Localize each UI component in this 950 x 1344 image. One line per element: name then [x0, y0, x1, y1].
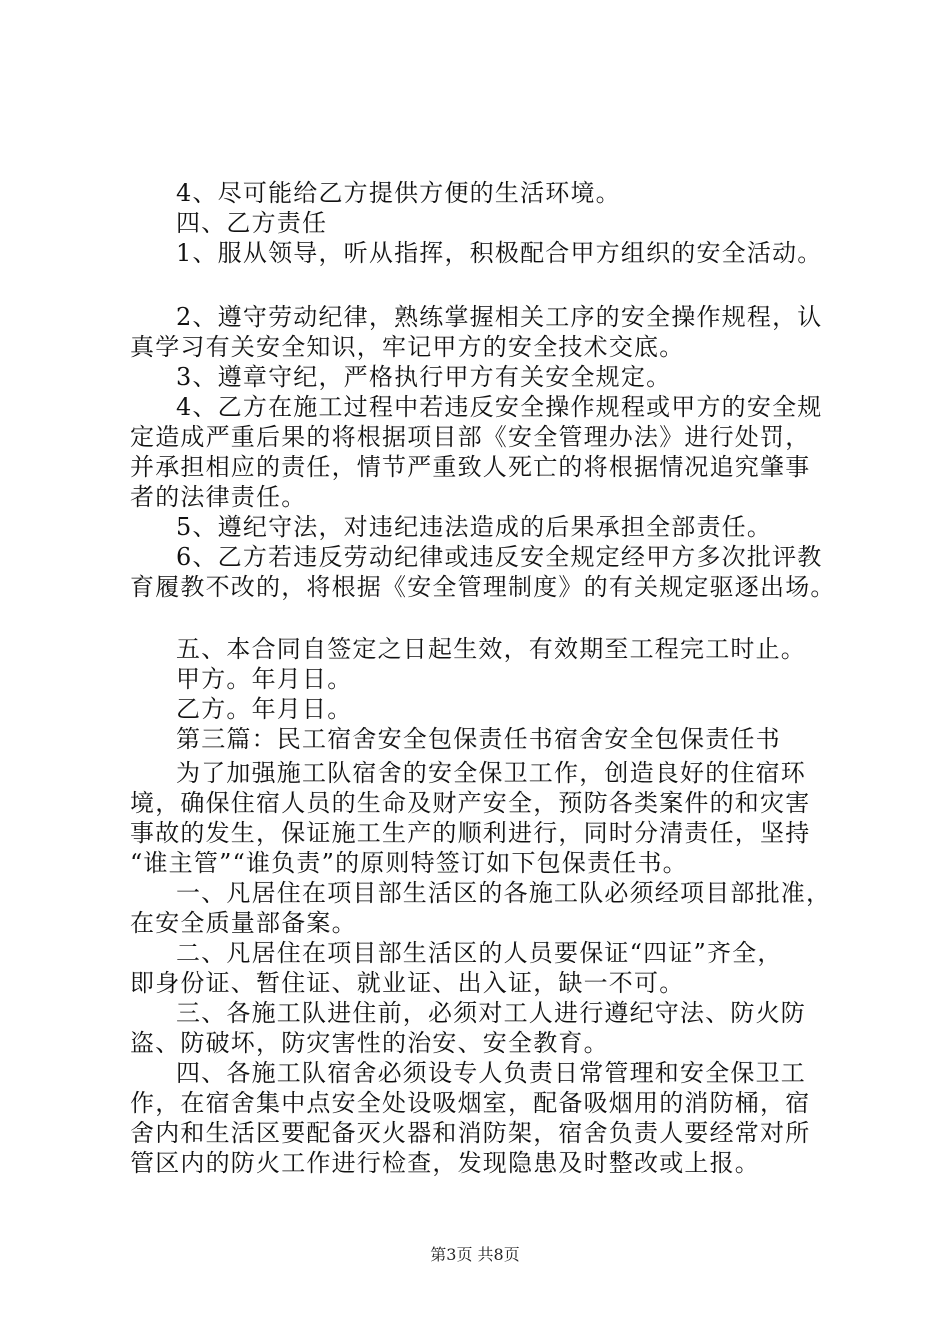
body-line: 4、乙方在施工过程中若违反安全操作规程或甲方的安全规 — [176, 393, 823, 421]
body-line: 并承担相应的责任，情节严重致人死亡的将根据情况追究肇事 — [130, 453, 811, 481]
body-line: 育履教不改的，将根据《安全管理制度》的有关规定驱逐出场。 — [130, 573, 836, 601]
section-title: 第三篇：民工宿舍安全包保责任书宿舍安全包保责任书 — [176, 725, 781, 753]
body-line: 1、服从领导，听从指挥，积极配合甲方组织的安全活动。 — [176, 239, 823, 267]
body-line: 在安全质量部备案。 — [130, 909, 357, 937]
body-line: 6、乙方若违反劳动纪律或违反安全规定经甲方多次批评教 — [176, 543, 823, 571]
signature-line: 甲方。年月日。 — [176, 665, 353, 693]
body-line: 一、凡居住在项目部生活区的各施工队必须经项目部批准， — [176, 879, 832, 907]
body-line: 三、各施工队进住前，必须对工人进行遵纪守法、防火防 — [176, 999, 806, 1027]
body-line: 事故的发生，保证施工生产的顺利进行，同时分清责任，坚持 — [130, 819, 811, 847]
body-line: 定造成严重后果的将根据项目部《安全管理办法》进行处罚， — [130, 423, 811, 451]
signature-line: 乙方。年月日。 — [176, 695, 353, 723]
page-number: 第3页 共8页 — [430, 1245, 520, 1264]
body-line: 舍内和生活区要配备灭火器和消防架，宿舍负责人要经常对所 — [130, 1119, 811, 1147]
body-line: 境，确保住宿人员的生命及财产安全，预防各类案件的和灾害 — [130, 789, 811, 817]
body-line: 真学习有关安全知识，牢记甲方的安全技术交底。 — [130, 333, 685, 361]
body-line: 二、凡居住在项目部生活区的人员要保证“四证”齐全， — [176, 939, 783, 967]
body-line: 为了加强施工队宿舍的安全保卫工作，创造良好的住宿环 — [176, 759, 806, 787]
body-line: 4、尽可能给乙方提供方便的生活环境。 — [176, 179, 621, 207]
body-line: 即身份证、暂住证、就业证、出入证，缺一不可。 — [130, 969, 685, 997]
section-heading: 四、乙方责任 — [176, 209, 328, 237]
body-line: 3、遵章守纪，严格执行甲方有关安全规定。 — [176, 363, 672, 391]
body-line: 2、遵守劳动纪律，熟练掌握相关工序的安全操作规程，认 — [176, 303, 823, 331]
body-line: 盗、防破坏，防灾害性的治安、安全教育。 — [130, 1029, 609, 1057]
body-line: 作，在宿舍集中点安全处设吸烟室，配备吸烟用的消防桶，宿 — [130, 1089, 811, 1117]
body-line: 四、各施工队宿舍必须设专人负责日常管理和安全保卫工 — [176, 1059, 806, 1087]
body-line: 五、本合同自签定之日起生效，有效期至工程完工时止。 — [176, 635, 806, 663]
body-line: 5、遵纪守法，对违纪违法造成的后果承担全部责任。 — [176, 513, 773, 541]
body-line: 管区内的防火工作进行检查，发现隐患及时整改或上报。 — [130, 1149, 760, 1177]
body-line: 者的法律责任。 — [130, 483, 307, 511]
body-line: “谁主管”“谁负责”的原则特签订如下包保责任书。 — [130, 849, 688, 877]
